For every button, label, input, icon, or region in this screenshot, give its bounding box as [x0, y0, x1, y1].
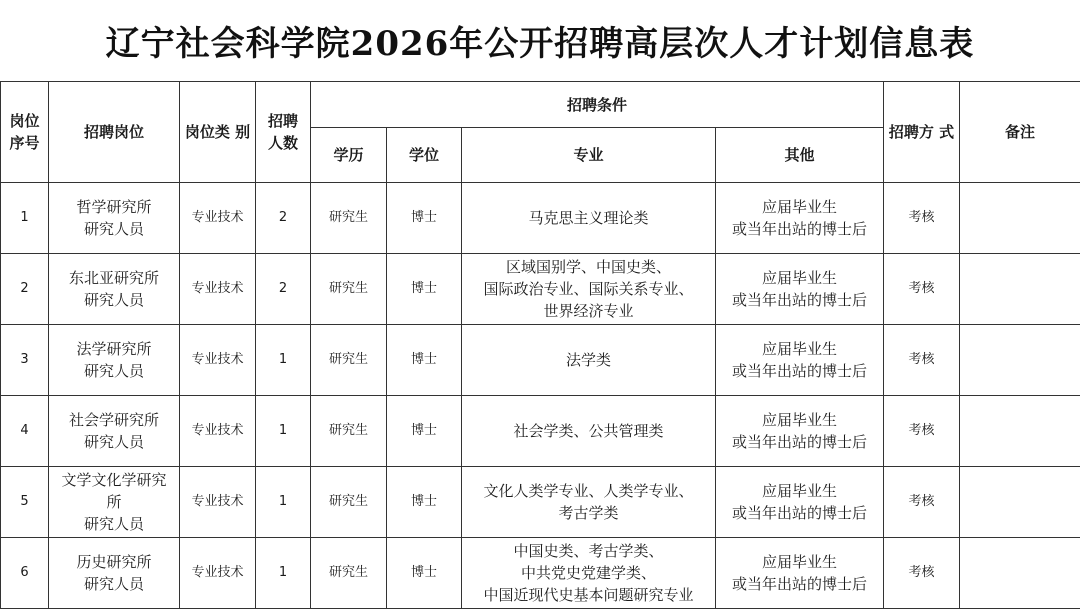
cell-education: 研究生 — [311, 467, 387, 538]
cell-education: 研究生 — [311, 325, 387, 396]
cell-education: 研究生 — [311, 396, 387, 467]
cell-method: 考核 — [884, 325, 960, 396]
cell-post: 社会学研究所 研究人员 — [49, 396, 180, 467]
cell-count: 1 — [256, 538, 311, 609]
cell-category: 专业技术 — [180, 396, 256, 467]
cell-remark — [960, 183, 1080, 254]
cell-category: 专业技术 — [180, 325, 256, 396]
cell-post: 哲学研究所 研究人员 — [49, 183, 180, 254]
cell-remark — [960, 467, 1080, 538]
cell-seq: 1 — [1, 183, 49, 254]
cell-other: 应届毕业生 或当年出站的博士后 — [716, 467, 884, 538]
cell-major: 文化人类学专业、人类学专业、 考古学类 — [462, 467, 716, 538]
header-row-1 — [1, 82, 1080, 128]
cell-count: 1 — [256, 467, 311, 538]
cell-degree: 博士 — [387, 254, 462, 325]
cell-method: 考核 — [884, 396, 960, 467]
header-degree: 学位 — [387, 128, 462, 183]
cell-category: 专业技术 — [180, 183, 256, 254]
cell-other: 应届毕业生 或当年出站的博士后 — [716, 538, 884, 609]
cell-count: 2 — [256, 183, 311, 254]
cell-post: 历史研究所 研究人员 — [49, 538, 180, 609]
cell-count: 2 — [256, 254, 311, 325]
cell-other: 应届毕业生 或当年出站的博士后 — [716, 396, 884, 467]
cell-remark — [960, 325, 1080, 396]
cell-major: 马克思主义理论类 — [462, 183, 716, 254]
table-row — [1, 396, 1080, 467]
cell-degree: 博士 — [387, 467, 462, 538]
cell-seq: 6 — [1, 538, 49, 609]
cell-degree: 博士 — [387, 183, 462, 254]
table-row — [1, 254, 1080, 325]
table-row — [1, 538, 1080, 609]
cell-education: 研究生 — [311, 254, 387, 325]
table-row — [1, 467, 1080, 538]
cell-seq: 5 — [1, 467, 49, 538]
table-body — [1, 183, 1080, 609]
header-category: 岗位类 别 — [180, 82, 256, 183]
cell-seq: 2 — [1, 254, 49, 325]
cell-method: 考核 — [884, 538, 960, 609]
cell-other: 应届毕业生 或当年出站的博士后 — [716, 325, 884, 396]
page-title: 辽宁社会科学院2026年公开招聘高层次人才计划信息表 — [105, 23, 975, 64]
cell-post: 法学研究所 研究人员 — [49, 325, 180, 396]
cell-category: 专业技术 — [180, 467, 256, 538]
cell-count: 1 — [256, 396, 311, 467]
cell-method: 考核 — [884, 467, 960, 538]
cell-other: 应届毕业生 或当年出站的博士后 — [716, 254, 884, 325]
cell-category: 专业技术 — [180, 538, 256, 609]
cell-major: 中国史类、考古学类、 中共党史党建学类、 中国近现代史基本问题研究专业 — [462, 538, 716, 609]
cell-method: 考核 — [884, 183, 960, 254]
cell-education: 研究生 — [311, 183, 387, 254]
header-method: 招聘方 式 — [884, 82, 960, 183]
header-count: 招聘 人数 — [256, 82, 311, 183]
table-row — [1, 183, 1080, 254]
cell-degree: 博士 — [387, 325, 462, 396]
header-remark: 备注 — [960, 82, 1080, 183]
cell-remark — [960, 396, 1080, 467]
cell-remark — [960, 538, 1080, 609]
header-education: 学历 — [311, 128, 387, 183]
table-row — [1, 325, 1080, 396]
cell-post: 东北亚研究所 研究人员 — [49, 254, 180, 325]
cell-major: 法学类 — [462, 325, 716, 396]
header-major: 专业 — [462, 128, 716, 183]
title-banner — [0, 0, 1080, 80]
cell-seq: 4 — [1, 396, 49, 467]
header-seq: 岗位 序号 — [1, 82, 49, 183]
cell-other: 应届毕业生 或当年出站的博士后 — [716, 183, 884, 254]
cell-method: 考核 — [884, 254, 960, 325]
header-post: 招聘岗位 — [49, 82, 180, 183]
cell-count: 1 — [256, 325, 311, 396]
cell-education: 研究生 — [311, 538, 387, 609]
cell-remark — [960, 254, 1080, 325]
header-other: 其他 — [716, 128, 884, 183]
cell-major: 区域国别学、中国史类、 国际政治专业、国际关系专业、 世界经济专业 — [462, 254, 716, 325]
cell-degree: 博士 — [387, 396, 462, 467]
cell-major: 社会学类、公共管理类 — [462, 396, 716, 467]
recruitment-table — [0, 81, 1080, 609]
cell-degree: 博士 — [387, 538, 462, 609]
cell-post: 文学文化学研究 所 研究人员 — [49, 467, 180, 538]
cell-seq: 3 — [1, 325, 49, 396]
header-conditions: 招聘条件 — [311, 82, 884, 128]
cell-category: 专业技术 — [180, 254, 256, 325]
